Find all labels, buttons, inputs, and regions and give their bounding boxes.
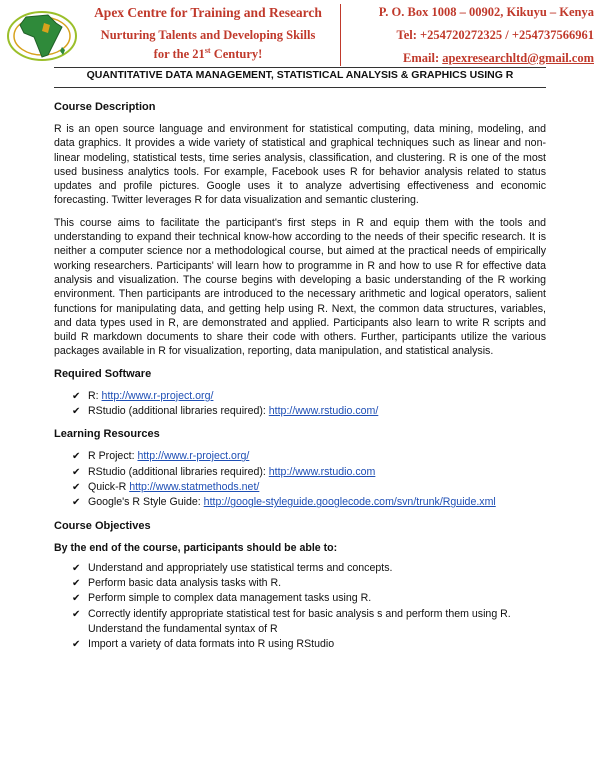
list-item xyxy=(72,576,546,591)
item-label: R Project: xyxy=(88,450,138,463)
style-guide-link[interactable]: http://google-styleguide.googlecode.com/svn/trunk/Rguide.xml xyxy=(203,496,496,509)
check-icon: ✔ xyxy=(72,406,81,418)
r-project-link[interactable]: http://www.r-project.org/ xyxy=(101,389,214,402)
rstudio-link[interactable]: http://www.rstudio.com xyxy=(268,465,376,478)
list-item xyxy=(72,607,546,638)
banner-top-rule xyxy=(54,67,546,68)
tagline-line2 xyxy=(84,43,332,62)
quick-r-link[interactable]: http://www.statmethods.net/ xyxy=(129,480,260,493)
objective-text: Perform simple to complex data management tasks using R. xyxy=(88,592,372,605)
list-item xyxy=(72,404,546,419)
list-item xyxy=(72,637,546,652)
required-software-heading: Required Software xyxy=(54,367,152,380)
email-link[interactable]: apexresearchltd@gmail.com xyxy=(442,51,594,65)
organization-name: Apex Centre for Training and Research xyxy=(94,5,322,20)
check-icon: ✔ xyxy=(72,481,81,493)
list-item xyxy=(72,480,546,495)
banner-bottom-rule xyxy=(54,87,546,88)
check-icon: ✔ xyxy=(72,608,81,620)
item-label: R: xyxy=(88,389,102,402)
course-description-heading: Course Description xyxy=(54,101,156,113)
item-label: Google's R Style Guide: xyxy=(88,496,204,509)
learning-resources-heading: Learning Resources xyxy=(54,428,160,441)
letterhead xyxy=(0,0,600,70)
africa-map-logo xyxy=(4,3,80,65)
postal-address: P. O. Box 1008 – 00902, Kikuyu – Kenya xyxy=(378,5,594,19)
phone-numbers: Tel: +254720272325 / +254737566961 xyxy=(396,28,594,42)
objective-text: Understand and appropriately use statistical terms and concepts. xyxy=(88,561,393,574)
contact-block xyxy=(346,3,594,67)
tagline xyxy=(84,27,332,62)
list-item xyxy=(72,389,546,404)
objective-text: Import a variety of data formats into R using RStudio xyxy=(88,638,335,651)
email-line xyxy=(346,50,594,67)
document-body xyxy=(54,100,546,661)
objectives-lead: By the end of the course, participants should be able to: xyxy=(54,541,338,554)
list-item xyxy=(72,449,546,464)
list-item xyxy=(72,495,546,510)
check-icon: ✔ xyxy=(72,639,81,651)
check-icon: ✔ xyxy=(72,390,81,402)
description-paragraph-2: This course aims to facilitate the participant's first steps in R and equip them with the tools and understanding to expand their technical know-how according to the needs of their specific research. It is neither a computer science nor a methodological course, but aimed at the practical needs of empirically working researchers. Participants' will learn how to programme in R and how to use R for effective data analysis and visualization. The course begins with developing a basic understanding of the R working environment. Then participants are introduced to the necessary arithmetic and logical operators, salient functions for manipulating data, and getting help using R. Next, the common data structures, variables, and data types used in R, are demonstrated and applied. Participants also learn to write R scripts and build R markdown documents to share their code with others. Further, participants utilize the various packages available in R for visualization, reporting, data manipulation, and statistical analysis. xyxy=(54,216,546,358)
objective-text: Correctly identify appropriate statistical test for basic analysis s and perform them using R. Understand the fundamental syntax of R xyxy=(88,607,511,636)
item-label: Quick-R xyxy=(88,480,130,493)
check-icon: ✔ xyxy=(72,593,81,605)
email-label: Email: xyxy=(403,51,443,65)
list-item xyxy=(72,561,546,576)
course-title-banner: QUANTITATIVE DATA MANAGEMENT, STATISTICAL ANALYSIS & GRAPHICS USING R xyxy=(86,69,514,81)
tagline-superscript: st xyxy=(204,46,211,55)
description-paragraph-1: R is an open source language and environment for statistical computing, data mining, modeling, and data graphics. It provides a wide variety of statistical and graphical techniques such as linear and non-linear modeling, statistical tests, time series analysis, classification, and clustering. R is one of the most used business analytics tools. For example, Facebook uses R for behavior analysis related to status updates and profile pictures. Google uses it to analyze advertising effectiveness and economic forecasting. Twitter leverages R for data visualization and semantic clustering. xyxy=(54,123,546,207)
list-item xyxy=(72,465,546,480)
header-divider xyxy=(340,4,341,66)
tagline-line2-pre: for the 21 xyxy=(153,47,205,62)
check-icon: ✔ xyxy=(72,497,81,509)
list-item xyxy=(72,591,546,606)
software-list xyxy=(54,389,546,420)
objectives-list xyxy=(54,561,546,653)
course-objectives-heading: Course Objectives xyxy=(54,519,151,532)
item-label: RStudio (additional libraries required): xyxy=(88,465,269,478)
r-project-link[interactable]: http://www.r-project.org/ xyxy=(137,450,250,463)
organization-block xyxy=(84,3,332,62)
tagline-line2-post: Century! xyxy=(210,47,263,62)
item-label: RStudio (additional libraries required): xyxy=(88,405,269,418)
tagline-line1: Nurturing Talents and Developing Skills xyxy=(100,28,316,42)
check-icon: ✔ xyxy=(72,466,81,478)
check-icon: ✔ xyxy=(72,578,81,590)
resources-list xyxy=(54,449,546,510)
objective-text: Perform basic data analysis tasks with R. xyxy=(88,577,282,590)
check-icon: ✔ xyxy=(72,451,81,463)
rstudio-link[interactable]: http://www.rstudio.com/ xyxy=(268,405,379,418)
check-icon: ✔ xyxy=(72,562,81,574)
